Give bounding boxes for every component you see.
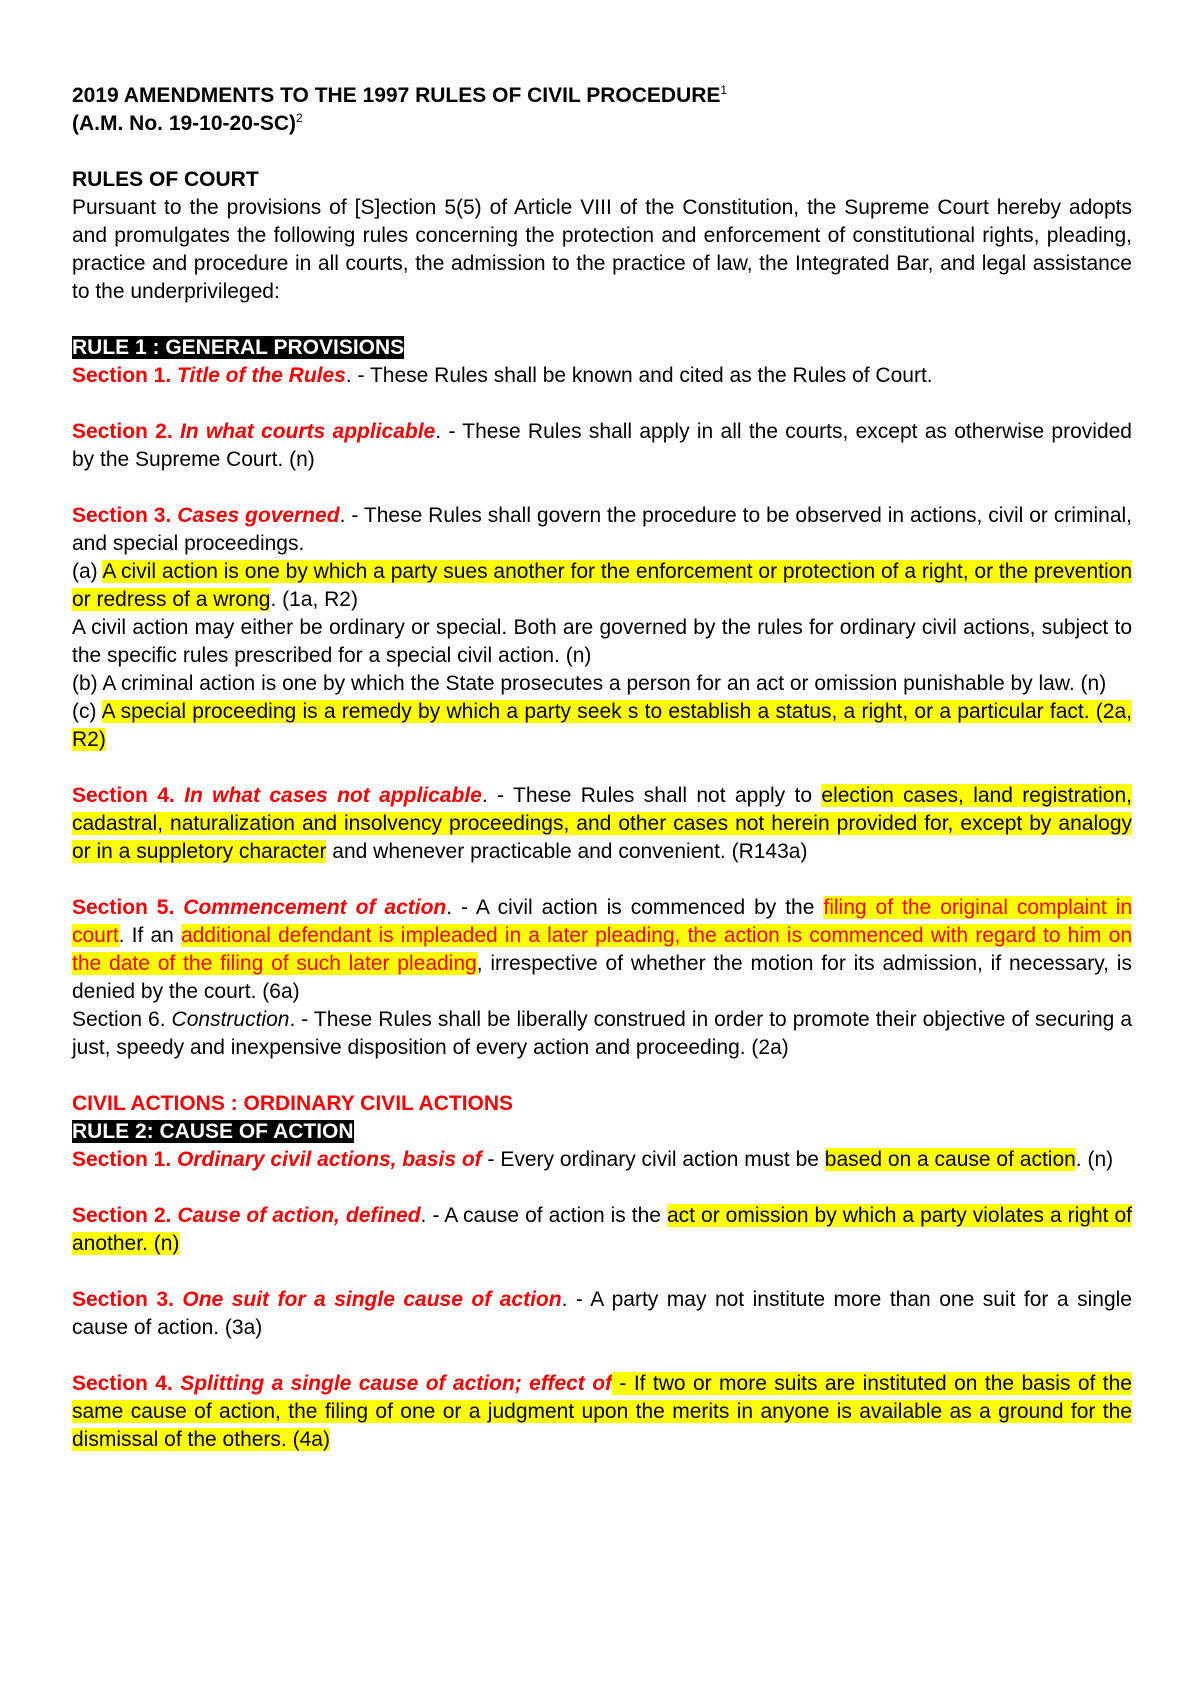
rule1-section3-civil: A civil action may either be ordinary or special. Both are governed by the rules for ordinary civil actions, subject to the specific rules prescribed for a special civil action. (n) [72,616,1132,667]
rule1-section3-c: (c) A special proceeding is a remedy by which a party seek s to establish a status, a right, or a particular fact. (2a, R2) [72,700,1132,751]
rule2-section2: Section 2. Cause of action, defined. - A cause of action is the act or omission by which a party violates a right of another. (n) [72,1204,1132,1255]
document-title: 2019 AMENDMENTS TO THE 1997 RULES OF CIVIL PROCEDURE$^1$ [72,83,728,107]
preamble-text: Pursuant to the provisions of [S]ection 5(5) of Article VIII of the Constitution, the Supreme Court hereby adopts and promulgates the following rules concerning the protection and enforcement of constitutional rights, pleading, practice and procedure in all courts, the admission to the practice of law, the Integrated Bar, and legal assistance to the underprivileged: [72,196,1132,303]
rule1-section4: Section 4. In what cases not applicable. - These Rules shall not apply to election cases, land registration, cadastral, naturalization and insolvency proceedings, and other cases not herein provided for, except by analogy or in a suppletory character and whenever practicable and convenient. (R143a) [72,784,1132,863]
rule1-section3-b: (b) A criminal action is one by which the State prosecutes a person for an act or omission punishable by law. (n) [72,672,1107,695]
rule1-section3: Section 3. Cases governed. - These Rules shall govern the procedure to be observed in actions, civil or criminal, and special proceedings. [72,504,1132,555]
rule2-section3: Section 3. One suit for a single cause of action. - A party may not institute more than one suit for a single cause of action. (3a) [72,1288,1132,1339]
rule1-section2: Section 2. In what courts applicable. - These Rules shall apply in all the courts, except as otherwise provided by the Supreme Court. (n) [72,420,1132,471]
rule1-section5: Section 5. Commencement of action. - A civil action is commenced by the filing of the original complaint in court. If an additional defendant is impleaded in a later pleading, the action is commenced with regard to him on the date of the filing of such later pleading, irrespective of whether the motion for its admission, if necessary, is denied by the court. (6a) [72,896,1132,1003]
rule1-section3-a: (a) A civil action is one by which a party sues another for the enforcement or protection of a right, or the prevention or redress of a wrong. (1a, R2) [72,560,1132,611]
am-number: (A.M. No. 19-10-20-SC)$^2$ [72,111,303,135]
document-page [72,82,1132,1454]
rule1-section6: Section 6. Construction. - These Rules shall be liberally construed in order to promote their objective of securing a just, speedy and inexpensive disposition of every action and proceeding. (2a) [72,1008,1132,1059]
footnote-ref-1[interactable]: 1 [720,83,728,97]
rule2-section1: Section 1. Ordinary civil actions, basis of - Every ordinary civil action must be based on a cause of action. (n) [72,1148,1114,1171]
footnote-ref-2[interactable]: 2 [296,111,303,125]
rule2-heading: RULE 2: CAUSE OF ACTION [72,1120,354,1143]
rule1-section1: Section 1. Title of the Rules. - These Rules shall be known and cited as the Rules of Court. [72,364,933,387]
civil-actions-heading: CIVIL ACTIONS : ORDINARY CIVIL ACTIONS [72,1092,514,1115]
rule2-section4: Section 4. Splitting a single cause of action; effect of - If two or more suits are instituted on the basis of the same cause of action, the filing of one or a judgment upon the merits in anyone is available as a ground for the dismissal of the others. (4a) [72,1372,1132,1451]
rule2-heading-line [72,1118,1132,1146]
rule1-heading-line [72,334,1132,362]
rule1-heading: RULE 1 : GENERAL PROVISIONS [72,336,405,359]
rules-of-court-heading: RULES OF COURT [72,168,259,191]
